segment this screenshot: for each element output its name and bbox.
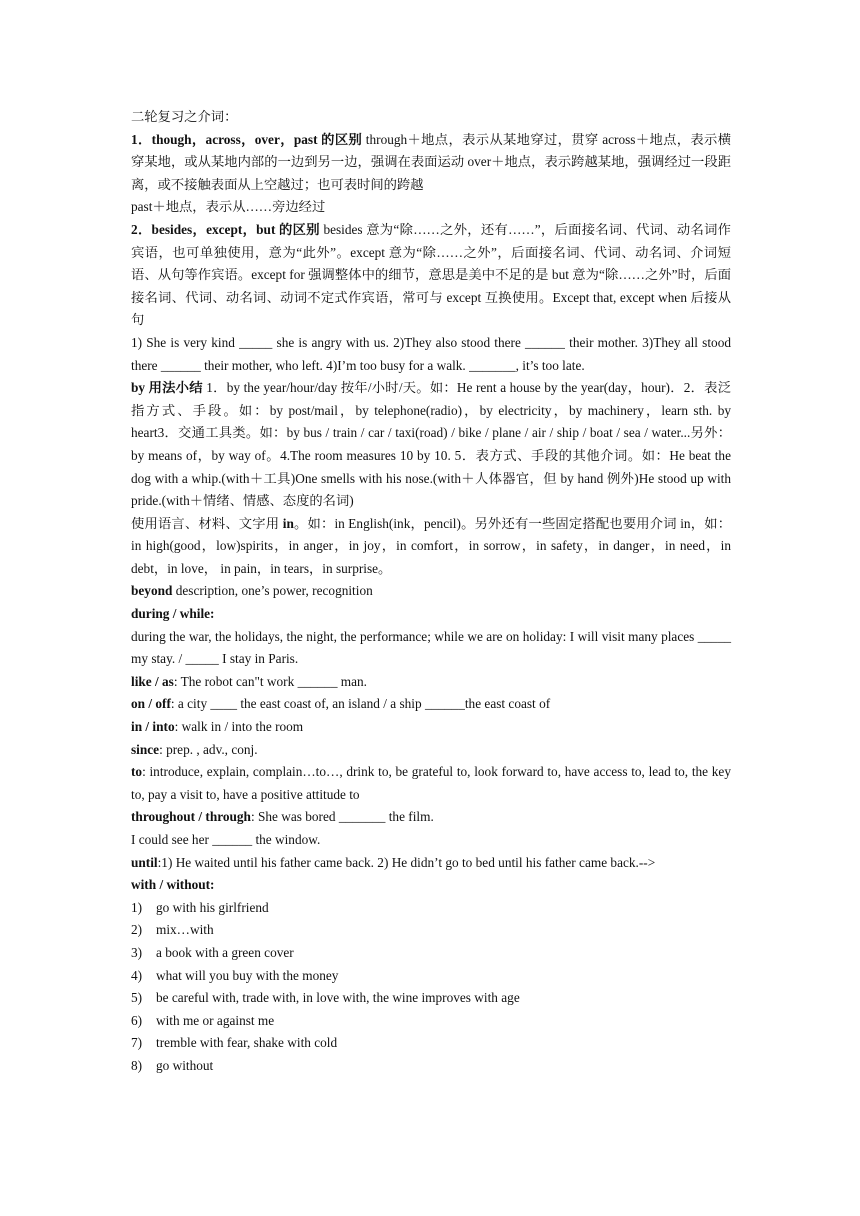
entry-throughout-through: throughout / through: She was bored _______ the film. (131, 809, 434, 825)
section-though-across-over-past (131, 129, 731, 197)
section-body: besides 意为“除……之外，还有……”，后面接名词、代词、动名词作宾语，也可单独使用，意为“此外”。except 意为“除……之外”，后面接名词、代词、动名词、介词短语、从句等作宾语。except for 强调整体中的细节，意思是美中不足的是 but 意为“除……之外”时，后面接名词、代词、动名词、动词不定式作宾语，常可与 except 互换使用。Except that, except when 后接从句 (131, 221, 731, 328)
list-item: 7) tremble with fear, shake with cold (131, 1035, 338, 1051)
entry-beyond: beyond description, one’s power, recognition (131, 583, 373, 599)
entry-during-while-body: during the war, the holidays, the night, the performance; while we are on holiday: I will visit many places _____ my stay. / _____ I stay in Paris. (131, 628, 731, 667)
section-body: 1．by the year/hour/day 按年/小时/天。如：He rent a house by the year(day，hour)．2．表泛指方式、手段。如：by post/mail，by telephone(radio)，by electricity，by machinery，learn sth. by heart3．交通工具类。如：by bus / train / car / taxi(road) / bike / plane / air / ship / boat / sea / water...另外：by means of，by way of。4.The room measures 10 by 10. 5．表方式、手段的其他介词。如：He beat the dog with a whip.(with＋工具)One smells with his nose.(with＋人体器官，但 by hand 例外)He stood up with pride.(with＋情绪、情感、态度的名词) (131, 380, 731, 509)
section-by-usage (131, 377, 731, 513)
section-heading: by 用法小结 (131, 380, 203, 396)
list-item: 1) go with his girlfriend (131, 899, 269, 915)
past-line: past＋地点，表示从……旁边经过 (131, 199, 326, 215)
exercise-besides-except: 1) She is very kind _____ she is angry with us. 2)They also stood there ______ their mother. 3)They all stood there ______ their mother, who left. 4)I’m too busy for a walk. _______, it’s too late. (131, 334, 731, 373)
list-item: 5) be careful with, trade with, in love with, the wine improves with age (131, 990, 520, 1006)
entry-with-without-heading: with / without: (131, 877, 215, 893)
section-besides-except-but (131, 219, 731, 332)
list-item: 2) mix…with (131, 922, 214, 938)
entry-since: since: prep. , adv., conj. (131, 741, 258, 757)
document-page (131, 106, 731, 1078)
list-item: 8) go without (131, 1057, 214, 1073)
list-item: 4) what will you buy with the money (131, 967, 339, 983)
with-without-list (131, 897, 731, 1078)
entry-until: until:1) He waited until his father came back. 2) He didn’t go to bed until his father came back.--> (131, 854, 656, 870)
section-heading: 1．though，across，over，past 的区别 (131, 131, 363, 147)
entry-to: to: introduce, explain, complain…to…, drink to, be grateful to, look forward to, have access to, lead to, the key to, pay a visit to, have a positive attitude to (131, 764, 731, 802)
entry-window-line: I could see her ______ the window. (131, 832, 321, 847)
list-item: 3) a book with a green cover (131, 944, 294, 960)
section-heading: 2．besides，except，but 的区别 (131, 221, 320, 237)
entry-in-into: in / into: walk in / into the room (131, 719, 304, 735)
entry-like-as: like / as: The robot can"t work ______ man. (131, 673, 368, 689)
entry-on-off: on / off: a city ____ the east coast of, an island / a ship ______the east coast of (131, 696, 551, 712)
doc-title: 二轮复习之介词： (131, 109, 238, 124)
section-in-usage: 使用语言、材料、文字用 in。如：in English(ink，pencil)。另外还有一些固定搭配也要用介词 in，如：in high(good，low)spirits，in anger，in joy，in comfort，in sorrow，in safety，in danger，in need，in debt，in love， in pain，in tears，in surprise。 (131, 515, 731, 576)
list-item: 6) with me or against me (131, 1012, 275, 1028)
entry-during-while-heading: during / while: (131, 606, 215, 622)
keyword-in: in (282, 515, 294, 531)
section-body: through＋地点，表示从某地穿过，贯穿 across＋地点，表示横穿某地，或从某地内部的一边到另一边，强调在表面运动 over＋地点，表示跨越某地，强调经过一段距离，或不接触表面从上空越过；也可表时间的跨越 (131, 131, 731, 192)
